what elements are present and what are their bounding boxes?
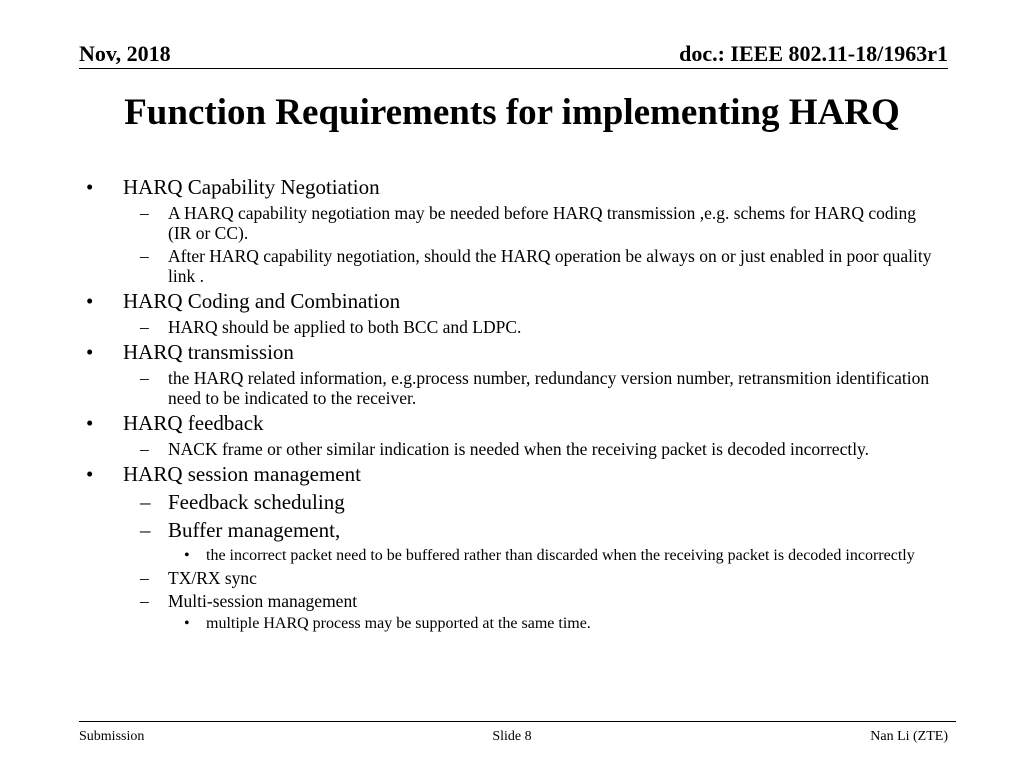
list-item-text: HARQ Capability Negotiation [123,175,380,199]
list-item-text: the incorrect packet need to be buffered rather than discarded when the receiving packet is decoded incorrectly [206,547,915,564]
list-item-level-1 [0,339,1024,365]
list-item-text: HARQ session management [123,462,361,486]
list-item-text: the HARQ related information, e.g.process number, redundancy version number, retransmition identification need to be indicated to the receiver. [168,368,930,408]
bullet-marker: • [86,411,94,435]
list-item-level-3 [0,614,1024,633]
slide-body [0,172,1024,633]
header-divider [79,68,948,69]
list-item-text: HARQ Coding and Combination [123,289,401,313]
dash-marker: – [140,317,149,337]
list-item-level-2 [0,439,1024,459]
list-item-text: Feedback scheduling [168,490,345,514]
list-item-text: HARQ should be applied to both BCC and LDPC. [168,317,522,337]
dash-marker: – [140,203,149,223]
list-item-text: A HARQ capability negotiation may be needed before HARQ transmission ,e.g. schems for HARQ coding (IR or CC). [168,203,916,243]
dash-marker: – [140,490,151,514]
dash-marker: – [140,368,149,388]
list-item-text: Buffer management, [168,518,341,542]
bullet-marker: • [86,462,94,486]
footer-submission: Submission [79,729,145,744]
list-item-text: TX/RX sync [168,568,257,588]
list-item-level-2 [0,203,1024,243]
bullet-marker: • [86,340,94,364]
bullet-marker: • [86,175,94,199]
footer-divider [79,721,956,722]
dash-marker: – [140,439,149,459]
dash-marker: – [140,591,149,611]
list-item-text: NACK frame or other similar indication is needed when the receiving packet is decoded incorrectly. [168,439,870,459]
header-doc-id: doc.: IEEE 802.11-18/1963r1 [679,41,948,66]
dash-marker: – [140,246,149,266]
list-item-level-2 [0,246,1024,286]
list-item-level-1 [0,288,1024,314]
list-item-text: HARQ feedback [123,411,264,435]
list-item-text: Multi-session management [168,591,358,611]
list-item-text: HARQ transmission [123,340,294,364]
dash-marker: – [140,568,149,588]
list-item-level-2 [0,591,1024,611]
footer-author: Nan Li (ZTE) [870,729,948,744]
list-item-level-2 [0,489,1024,515]
list-item-level-2 [0,568,1024,588]
list-item-text: multiple HARQ process may be supported at the same time. [206,615,591,632]
footer-slide-number: Slide 8 [492,729,532,744]
bullet-marker: • [86,289,94,313]
list-item-level-1 [0,174,1024,200]
list-item-level-1 [0,461,1024,487]
list-item-level-2 [0,517,1024,543]
bullet-marker: • [184,547,190,564]
slide-title: Function Requirements for implementing HARQ [124,92,900,133]
header-date: Nov, 2018 [79,41,171,66]
list-item-level-2 [0,317,1024,337]
list-item-level-1 [0,410,1024,436]
dash-marker: – [140,518,151,542]
list-item-level-2 [0,368,1024,408]
bullet-marker: • [184,615,190,632]
list-item-text: After HARQ capability negotiation, should the HARQ operation be always on or just enabled in poor quality link . [168,246,932,286]
list-item-level-3 [0,546,1024,565]
